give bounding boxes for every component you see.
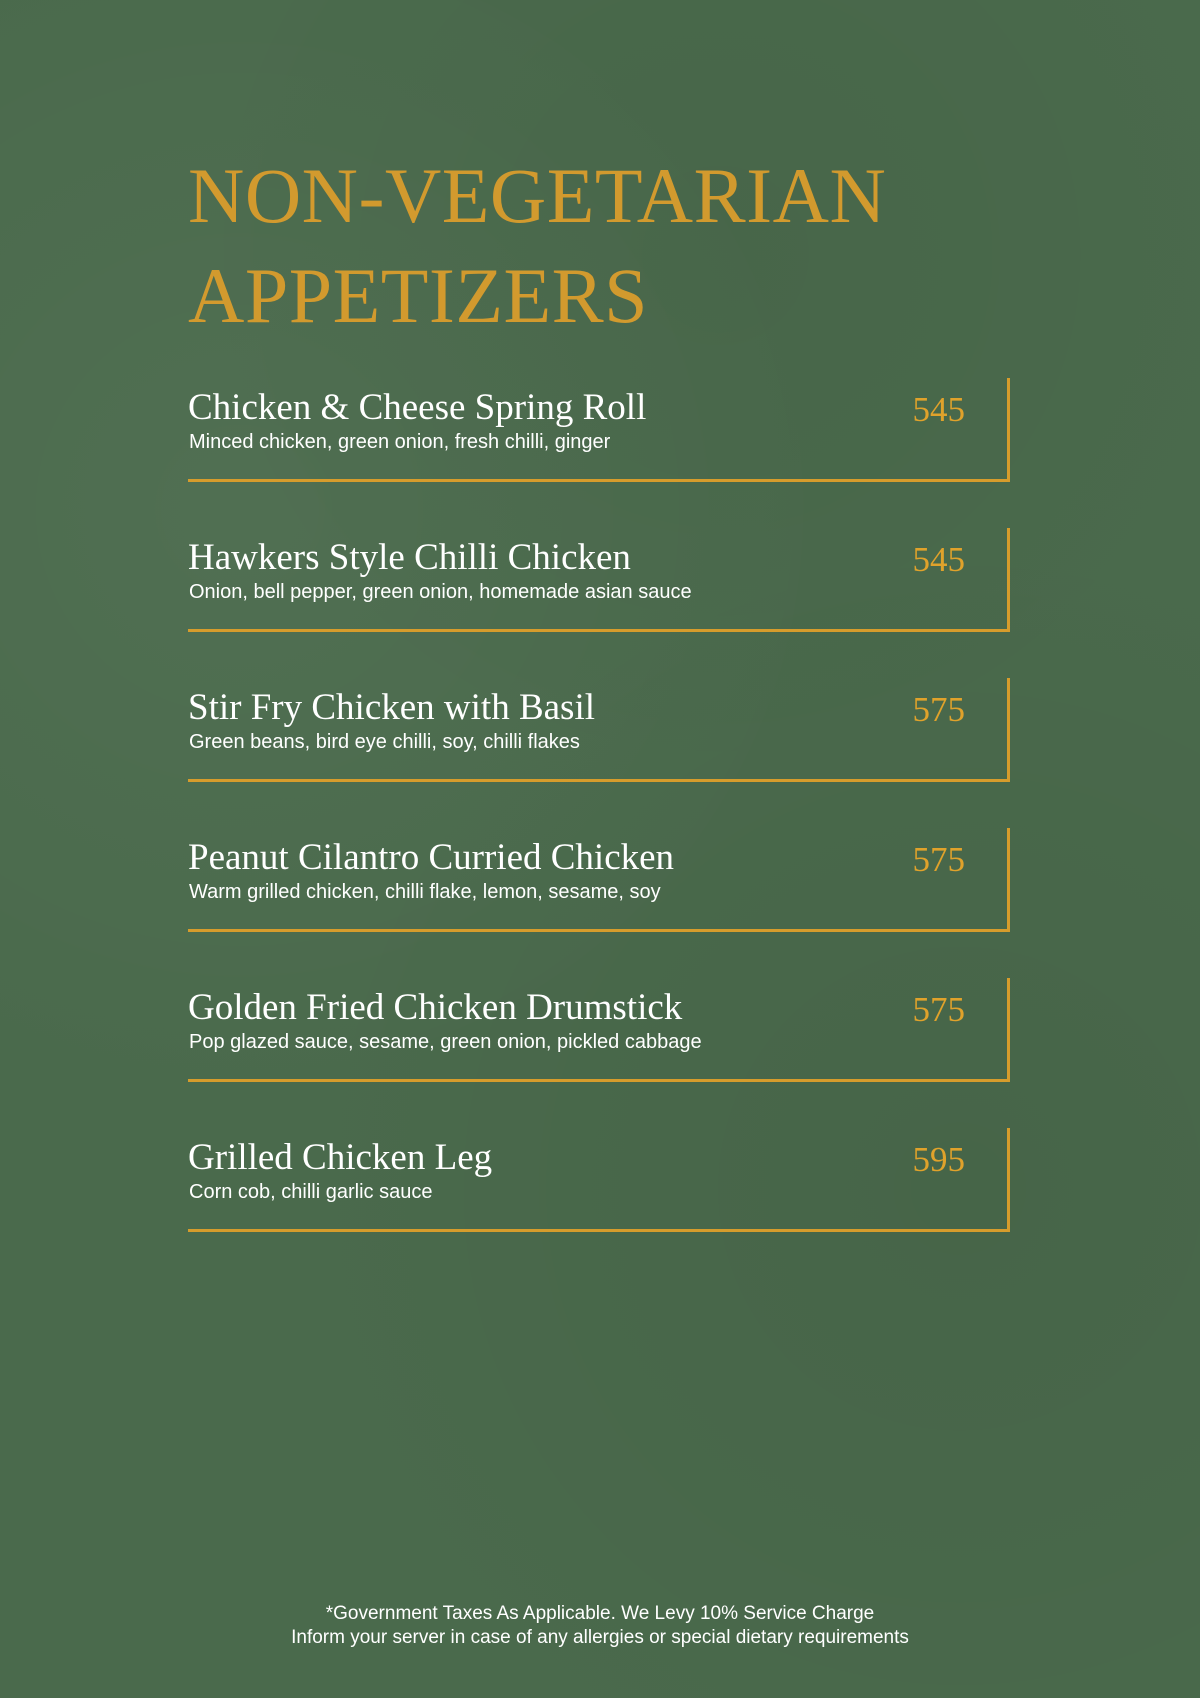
menu-title-line-2: APPETIZERS xyxy=(188,252,649,339)
menu-item-price: 575 xyxy=(912,690,965,729)
menu-item-price: 545 xyxy=(912,540,965,579)
menu-item xyxy=(188,1128,1010,1232)
menu-item-price: 595 xyxy=(912,1140,965,1179)
menu-item xyxy=(188,678,1010,782)
footer-tax-note: *Government Taxes As Applicable. We Levy 10% Service Charge xyxy=(325,1603,875,1624)
menu-item-description: Onion, bell pepper, green onion, homemade asian sauce xyxy=(189,581,692,603)
menu-title xyxy=(188,146,886,346)
menu-item-name: Chicken & Cheese Spring Roll xyxy=(188,387,647,428)
menu-item-name: Hawkers Style Chilli Chicken xyxy=(188,537,631,578)
menu-item xyxy=(188,378,1010,482)
menu-item-description: Warm grilled chicken, chilli flake, lemon, sesame, soy xyxy=(189,881,661,903)
menu-title-line-1: NON-VEGETARIAN xyxy=(188,152,887,239)
menu-item-name: Golden Fried Chicken Drumstick xyxy=(188,987,683,1028)
menu-item xyxy=(188,978,1010,1082)
footer-allergy-note: Inform your server in case of any allergies or special dietary requirements xyxy=(291,1627,909,1648)
footer-notes xyxy=(0,1602,1200,1650)
menu-item-price: 545 xyxy=(912,390,965,429)
menu-item-name: Peanut Cilantro Curried Chicken xyxy=(188,837,675,878)
menu-item-description: Corn cob, chilli garlic sauce xyxy=(189,1181,433,1203)
menu-item xyxy=(188,528,1010,632)
menu-item-price: 575 xyxy=(912,840,965,879)
menu-item-name: Grilled Chicken Leg xyxy=(188,1137,493,1178)
menu-item-price: 575 xyxy=(912,990,965,1029)
menu-item-description: Minced chicken, green onion, fresh chilli, ginger xyxy=(189,431,611,453)
menu-item-description: Green beans, bird eye chilli, soy, chilli flakes xyxy=(189,731,580,753)
menu-item-list xyxy=(188,378,1010,1278)
menu-item-name: Stir Fry Chicken with Basil xyxy=(188,687,595,728)
menu-item xyxy=(188,828,1010,932)
menu-item-description: Pop glazed sauce, sesame, green onion, pickled cabbage xyxy=(189,1031,702,1053)
